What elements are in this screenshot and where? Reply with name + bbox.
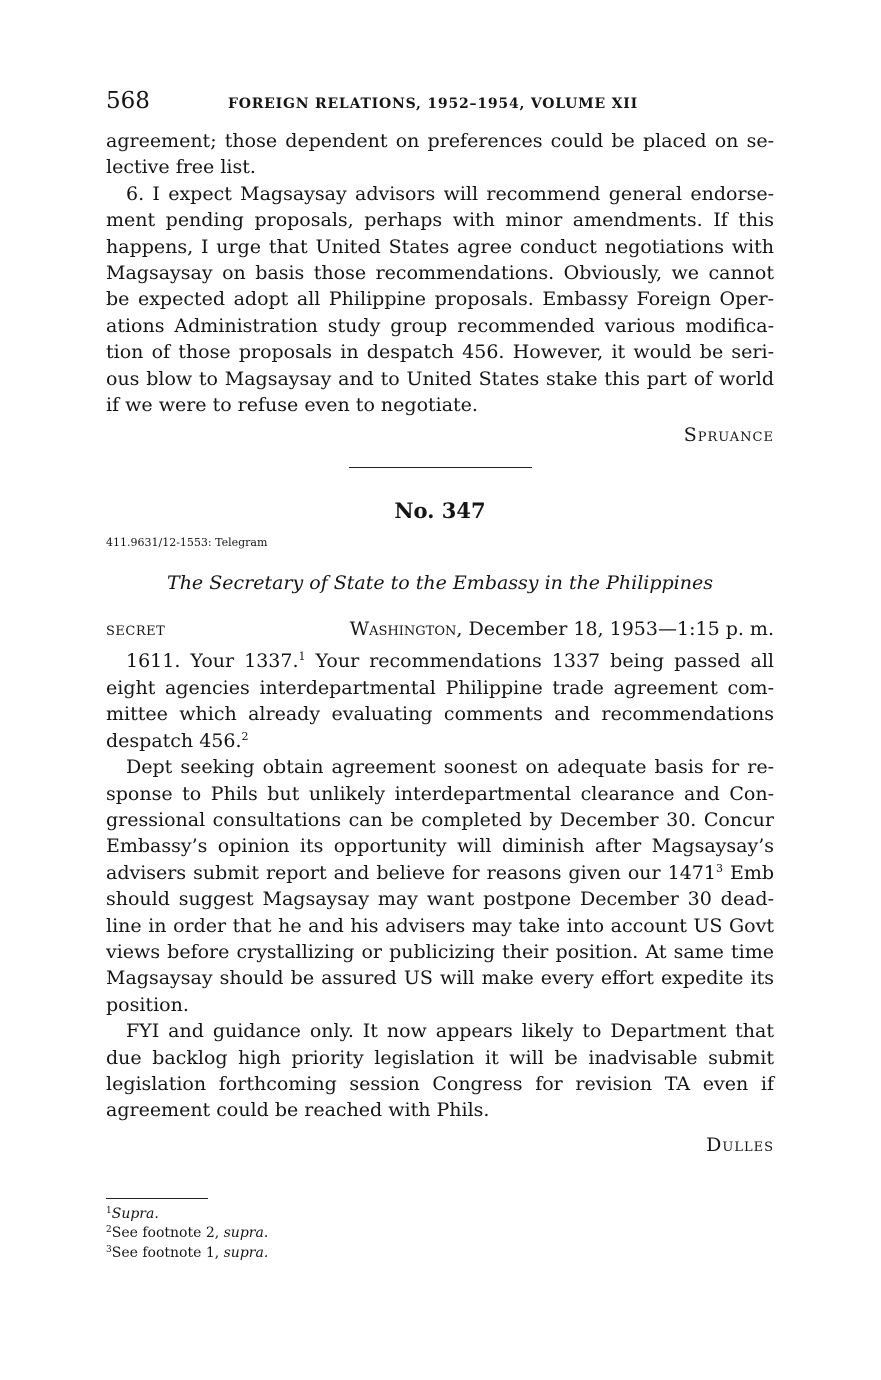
footnote-number: 2 (106, 1225, 112, 1236)
place: Washington (349, 618, 457, 641)
body-paragraph (106, 754, 774, 1018)
document-page (106, 88, 774, 1263)
text-run: 1611. Your 1337. (126, 650, 299, 673)
footnote (106, 1205, 774, 1225)
dateline (106, 618, 774, 648)
page-number: 568 (106, 88, 150, 114)
footnote (106, 1244, 774, 1264)
text-run: Your recommendations 1337 being passed all eight agencies interdepartmental Philippine trade agreement committee which already evaluating comments and recommendations despatch 456. (106, 650, 774, 752)
body-paragraph: 6. I expect Magsaysay advisors will recommend general endorsement pending proposals, perhaps with minor amendments. If this happens, I urge that United States agree conduct negotiations with Magsaysay on basis those recommendations. Obviously, we cannot be expected adopt all Philippine proposals. Embassy Foreign Operations Administration study group recommended various modification of those proposals in despatch 456. However, it would be serious blow to Magsaysay and to United States stake this part of world if we were to refuse even to negotiate. (106, 182, 774, 417)
body-paragraph (106, 648, 774, 754)
footnote-number: 1 (106, 1205, 112, 1216)
date-time: , December 18, 1953—1:15 p. m. (456, 618, 774, 641)
running-title: FOREIGN RELATIONS, 1952–1954, VOLUME XII (228, 96, 638, 112)
classification-label: SECRET (106, 624, 166, 640)
footnote (106, 1224, 774, 1244)
text-run: Emb should suggest Magsaysay may want postpone December 30 deadline in order that he and his advisers may take into account US Govt views before crystallizing or publicizing their position. At same time Magsaysay should be assured US will make every effort expedite its position. (106, 861, 775, 1016)
footnote-reference: supra. (223, 1225, 269, 1242)
document-number: No. 347 (394, 498, 486, 524)
section-divider (349, 467, 532, 468)
footnote-reference: supra. (223, 1244, 269, 1261)
footnote-text: See footnote 1, (111, 1244, 224, 1261)
body-paragraph: FYI and guidance only. It now appears likely to Department that due backlog high priority legislation it will be inadvisable submit legislation forthcoming session Congress for revision TA even if agreement could be reached with Phils. (106, 1020, 774, 1122)
body-paragraph: agreement; those dependent on preferences could be placed on selective free list. (106, 130, 774, 179)
footnotes (106, 1205, 774, 1264)
footnote-marker[interactable]: 3 (715, 861, 723, 875)
footnote-reference: Supra. (111, 1205, 159, 1222)
footnote-text: See footnote 2, (111, 1225, 224, 1242)
footnote-number: 3 (106, 1244, 112, 1255)
text-run: Dept seeking obtain agreement soonest on adequate basis for response to Phils but unlikely interdepartmental clearance and Congressional consultations can be completed by December 30. Concur Embassy’s opinion its opportunity will diminish after Magsaysay’s advisers submit report and believe for reasons given our 1471 (106, 756, 774, 884)
signature-spruance: Spruance (683, 424, 774, 447)
footnote-divider (106, 1198, 208, 1199)
running-header (106, 88, 774, 128)
footnote-marker[interactable]: 1 (298, 650, 306, 664)
place-date (350, 618, 774, 640)
signature-dulles: Dulles (706, 1133, 774, 1156)
file-reference: 411.9631/12-1553: Telegram (106, 536, 268, 550)
footnote-marker[interactable]: 2 (241, 729, 249, 743)
document-heading: The Secretary of State to the Embassy in the Philippines (167, 572, 713, 595)
